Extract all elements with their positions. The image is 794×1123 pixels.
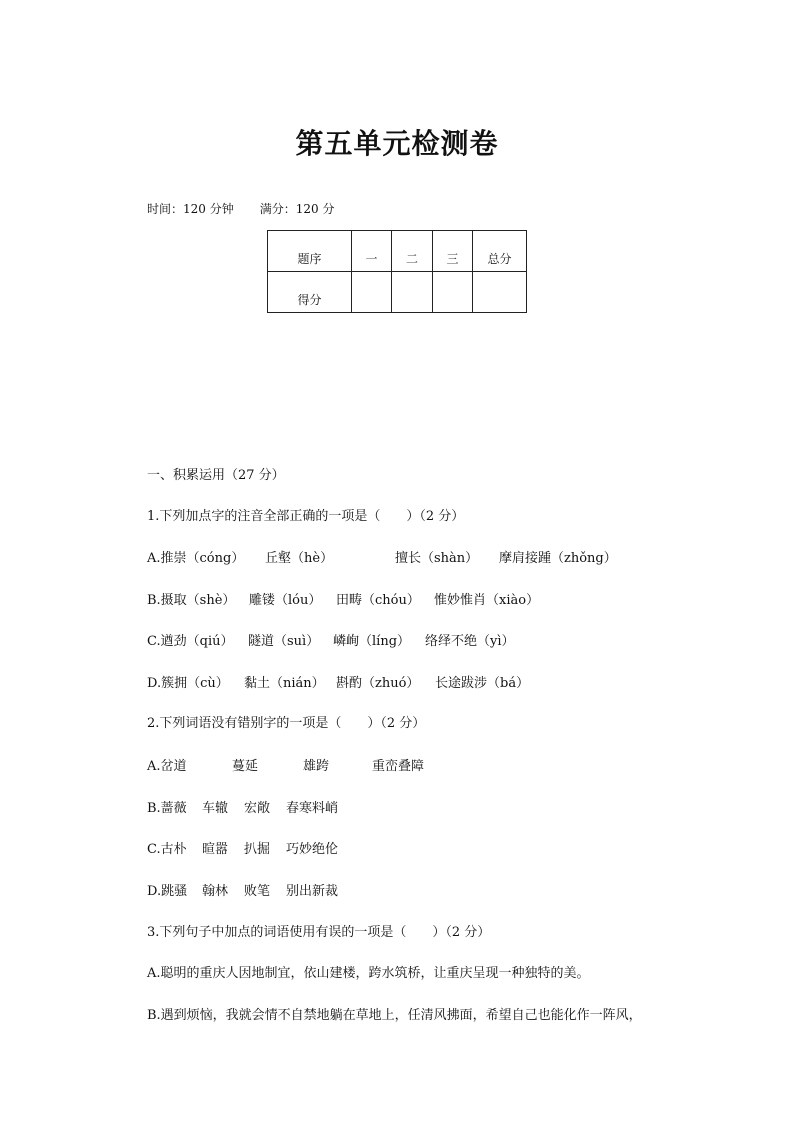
question-3-stem: 3.下列句子中加点的词语使用有误的一项是（ ）（2 分） [147,925,491,940]
question-2-stem: 2.下列词语没有错别字的一项是（ ）（2 分） [147,716,426,731]
score-cell-3[interactable] [433,272,473,313]
option-item: 隧道（suì） [248,634,320,649]
option-item: 败笔 [244,884,271,899]
option-item: 别出新裁 [286,884,339,899]
option-item: 惟妙惟肖（xiào） [434,593,540,608]
score-table-row-label: 得分 [268,272,352,313]
option-item: D.跳骚 [147,884,188,899]
question-1-option-b [147,589,539,608]
option-item: A.推崇（cóng） [147,551,245,566]
option-item: D.簇拥（cù） [147,676,229,691]
option-item: 雕镂（lóu） [249,593,322,608]
option-item: C.遒劲（qiú） [147,634,234,649]
option-item: 黏土（nián） [244,676,325,691]
option-item: 扒掘 [244,842,271,857]
option-item: 宏敞 [244,801,271,816]
option-item: 丘壑（hè） [265,551,334,566]
question-1-option-a [147,547,617,566]
score-table-score-row [268,272,527,313]
option-item: 巧妙绝伦 [286,842,339,857]
score-cell-total[interactable] [473,272,527,313]
score-table-header-cell: 总分 [473,231,527,272]
option-item: 蔓延 [232,759,259,774]
option-item: 车辙 [202,801,229,816]
option-item: 长途跋涉（bá） [435,676,530,691]
score-table-header-row [268,231,527,272]
question-2-option-b [147,797,338,816]
score-table-header-cell: 题序 [268,231,352,272]
option-item: 络绎不绝（yì） [425,634,515,649]
option-item: 重峦叠障 [372,759,425,774]
score-cell-2[interactable] [392,272,433,313]
question-2-option-c [147,838,338,857]
option-item: 雄跨 [303,759,330,774]
option-item: B.蔷薇 [147,801,187,816]
question-1-option-c [147,630,515,649]
page-title: 第五单元检测卷 [295,127,499,160]
option-item: 斟酌（zhuó） [336,676,420,691]
option-item: 擅长（shàn） [395,551,479,566]
option-item: 田畴（chóu） [336,593,420,608]
option-item: C.古朴 [147,842,187,857]
question-1-option-d [147,672,529,691]
exam-info [147,200,334,217]
question-3-option-b: B.遇到烦恼，我就会情不自禁地躺在草地上，任清风拂面，希望自己也能化作一阵风， [147,1008,642,1023]
question-3-option-a: A.聪明的重庆人因地制宜，依山建楼，跨水筑桥，让重庆呈现一种独特的美。 [147,966,590,981]
option-item: 嶙峋（líng） [333,634,411,649]
score-table [267,230,527,313]
section-heading: 一、积累运用（27 分） [147,468,285,483]
score-table-header-cell: 二 [392,231,433,272]
option-item: 摩肩接踵（zhǒng） [499,551,617,566]
score-table-header-cell: 三 [433,231,473,272]
question-2-option-a [147,755,424,774]
exam-time: 时间：120 分钟 [147,202,234,216]
option-item: 翰林 [202,884,229,899]
score-cell-1[interactable] [352,272,392,313]
exam-full-score: 满分：120 分 [259,202,335,216]
option-item: 春寒料峭 [286,801,339,816]
option-item: B.摄取（shè） [147,593,236,608]
question-2-option-d [147,880,338,899]
question-1-stem: 1.下列加点字的注音全部正确的一项是（ ）（2 分） [147,509,465,524]
score-table-header-cell: 一 [352,231,392,272]
option-item: 暄嚣 [202,842,229,857]
option-item: A.岔道 [147,759,187,774]
